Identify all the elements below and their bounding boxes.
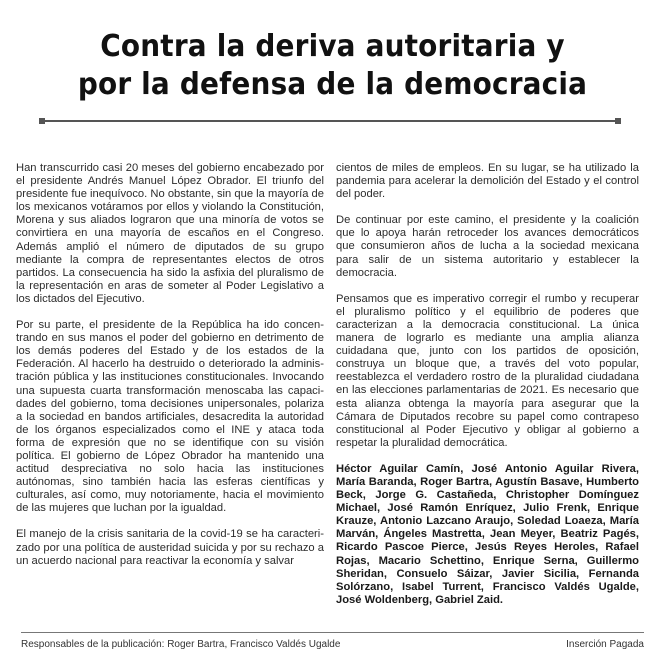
page-title — [23, 28, 641, 104]
paragraph: Por su parte, el presidente de la República ha ido concentrando en sus manos el poder del gobierno en detrimento de los demás poderes del Estado y de los estados de la Federación. Al hacerlo ha destruido o deteriorado la administración pública y las instituciones constitucionales. Invocando una supuesta cuarta transformación menoscaba las capacidades del gobierno, toma decisiones unipersonales, polariza a la sociedad en bandos artificiales, desacredita la autoridad de los órganos especializados como el INE y ataca toda forma de expresión que no se identifique con su visión política. El gobierno de López Obrador ha mantenido una actitud despreciativa no solo hacia las instituciones autónomas, sino también hacia las esferas científicas y culturales, así como, muy notoriamente, hacia el movimiento de las mujeres que luchan por la igualdad. — [16, 319, 324, 515]
divider-end-square — [39, 118, 45, 124]
title-divider — [41, 120, 619, 122]
paragraph: De continuar por este camino, el presidente y la coalición que lo apoya harán retroceder los avances democráticos que consumieron años de lucha a la sociedad mexicana para salir de un sistema autoritario y establecer la democracia. — [336, 214, 639, 279]
paragraph: Han transcurrido casi 20 meses del gobierno encabezado por el presidente Andrés Manuel López Obrador. El triunfo del presidente fue inequívoco. No obstante, sin que la mayoría de los mexicanos votáramos por ellos y violando la Constitución, Morena y sus aliados lograron que una minoría de votos se convirtiera en una mayoría de escaños en el Congreso. Además amplió el número de diputados de su grupo mediante la compra de representantes electos de otros partidos. La consecuencia ha sido la asfixia del pluralismo de la representación en aras de someter al Poder Legislativo a los dictados del Ejecutivo. — [16, 162, 324, 305]
paragraph: cientos de miles de empleos. En su lugar, se ha utilizado la pandemia para acelerar la demolición del Estado y el control del poder. — [336, 162, 639, 201]
paid-insertion-label: Inserción Pagada — [566, 639, 644, 650]
left-column — [16, 162, 324, 581]
signers-list: Héctor Aguilar Camín, José Antonio Aguilar Rivera, María Baranda, Roger Bartra, Agustín Basave, Humberto Beck, Jorge G. Castañeda, Christopher Domínguez Michael, José Ramón Enríquez, Julio Frenk, Enrique Krauze, Antonio Lazcano Araujo, Soledad Loaeza, María Marván, Ángeles Mastretta, Jean Meyer, Beatriz Pagés, Ricardo Pascoe Pierce, Jesús Reyes Heroles, Rafael Rojas, Macario Schettino, Enrique Serna, Guillermo Sheridan, Consuelo Sáizar, Javier Sicilia, Fernanda Solórzano, Isabel Turrent, Francisco Valdés Ugalde, José Woldenberg, Gabriel Zaid. — [336, 462, 639, 606]
title-line-2: por la defensa de la democracia — [77, 67, 588, 102]
paragraph: Pensamos que es imperativo corregir el rumbo y recuperar el pluralismo político y el equilibrio de poderes que caracterizan a la democracia constitucional. La única manera de lograrlo es mediante una amplia alianza cuidadana que, junto con los partidos de oposición, construya un bloque que, a través del voto popular, reestablezca el verdadero rostro de la pluralidad ciudadana en las elecciones parlamentarias de 2021. Es necesario que esta alianza obtenga la mayoría para asegurar que la Cámara de Diputados recobre su papel como contrapeso constitucional al Poder Ejecutivo y obligar al gobierno a respetar la pluralidad democrática. — [336, 292, 639, 449]
paragraph: El manejo de la crisis sanitaria de la covid-19 se ha caracterizado por una política de austeridad suicida y por su rechazo a un acuerdo nacional para reactivar la economía y salvar — [16, 528, 324, 567]
title-line-1: Contra la deriva autoritaria y — [100, 29, 565, 64]
publication-responsibles: Responsables de la publicación: Roger Bartra, Francisco Valdés Ugalde — [21, 639, 341, 650]
footer-divider — [21, 632, 644, 633]
divider-end-square — [615, 118, 621, 124]
right-column — [336, 162, 639, 620]
